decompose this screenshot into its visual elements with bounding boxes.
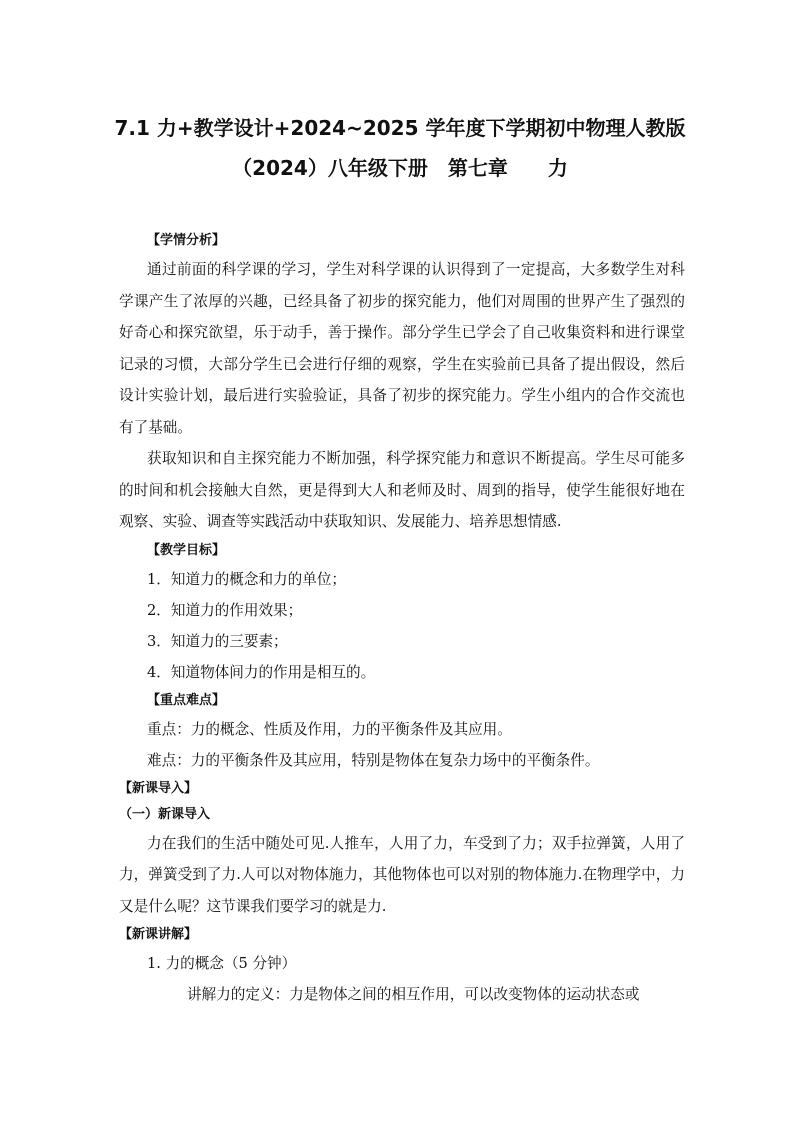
section-heading-analysis: 【学情分析】 [147,233,226,248]
goal-item: 3．知道力的三要素； [147,632,288,650]
document-body [119,228,685,1010]
intro-paragraph: 力在我们的生活中随处可见.人推车，人用了力，车受到了力；双手拉弹簧，人用了力，弹簧受到了力.人可以对物体施力，其他物体也可以对别的物体施力.在物理学中，力又是什么呢？这节课我们要学习的就是力. [119,834,685,915]
lecture-item-1: 1. 力的概念（5 分钟） [147,955,297,972]
section-heading-key-points: 【重点难点】 [147,692,226,708]
section-heading-goals: 【教学目标】 [147,542,226,558]
document-title-line-1: 7.1 力+教学设计+2024~2025 学年度下学期初中物理人教版 [114,116,686,140]
goal-item: 4．知道物体间力的作用是相互的。 [147,663,376,681]
section-heading-intro: 【新课导入】 [119,780,198,796]
goal-item: 1．知道力的概念和力的单位； [147,570,347,588]
analysis-paragraph-1: 通过前面的科学课的学习，学生对科学课的认识得到了一定提高，大多数学生对科学课产生了浓厚的兴趣，已经具备了初步的探究能力，他们对周围的世界产生了强烈的好奇心和探究欲望，乐于动手，善于操作。部分学生已学会了自己收集资料和进行课堂记录的习惯，大部分学生已会进行仔细的观察，学生在实验前已具备了提出假设，然后设计实验计划，最后进行实验验证，具备了初步的探究能力。学生小组内的合作交流也有了基础。 [119,261,685,436]
document-title-line-2: （2024）八年级下册 第七章 力 [232,156,568,180]
analysis-paragraph-2: 获取知识和自主探究能力不断加强，科学探究能力和意识不断提高。学生尽可能多的时间和机会接触大自然，更是得到大人和老师及时、周到的指导，使学生能很好地在观察、实验、调查等实践活动中获取知识、发展能力、培养思想情感. [119,450,685,530]
key-point-text: 重点：力的概念、性质及作用，力的平衡条件及其应用。 [147,720,512,738]
lecture-item-1-text: 讲解力的定义：力是物体之间的相互作用，可以改变物体的运动状态或 [187,986,640,1003]
goal-item: 2．知道力的作用效果； [147,601,303,619]
difficult-point-text: 难点：力的平衡条件及其应用，特别是物体在复杂力场中的平衡条件。 [147,751,600,769]
intro-subheading: （一）新课导入 [119,806,211,822]
section-heading-lecture: 【新课讲解】 [119,927,198,942]
